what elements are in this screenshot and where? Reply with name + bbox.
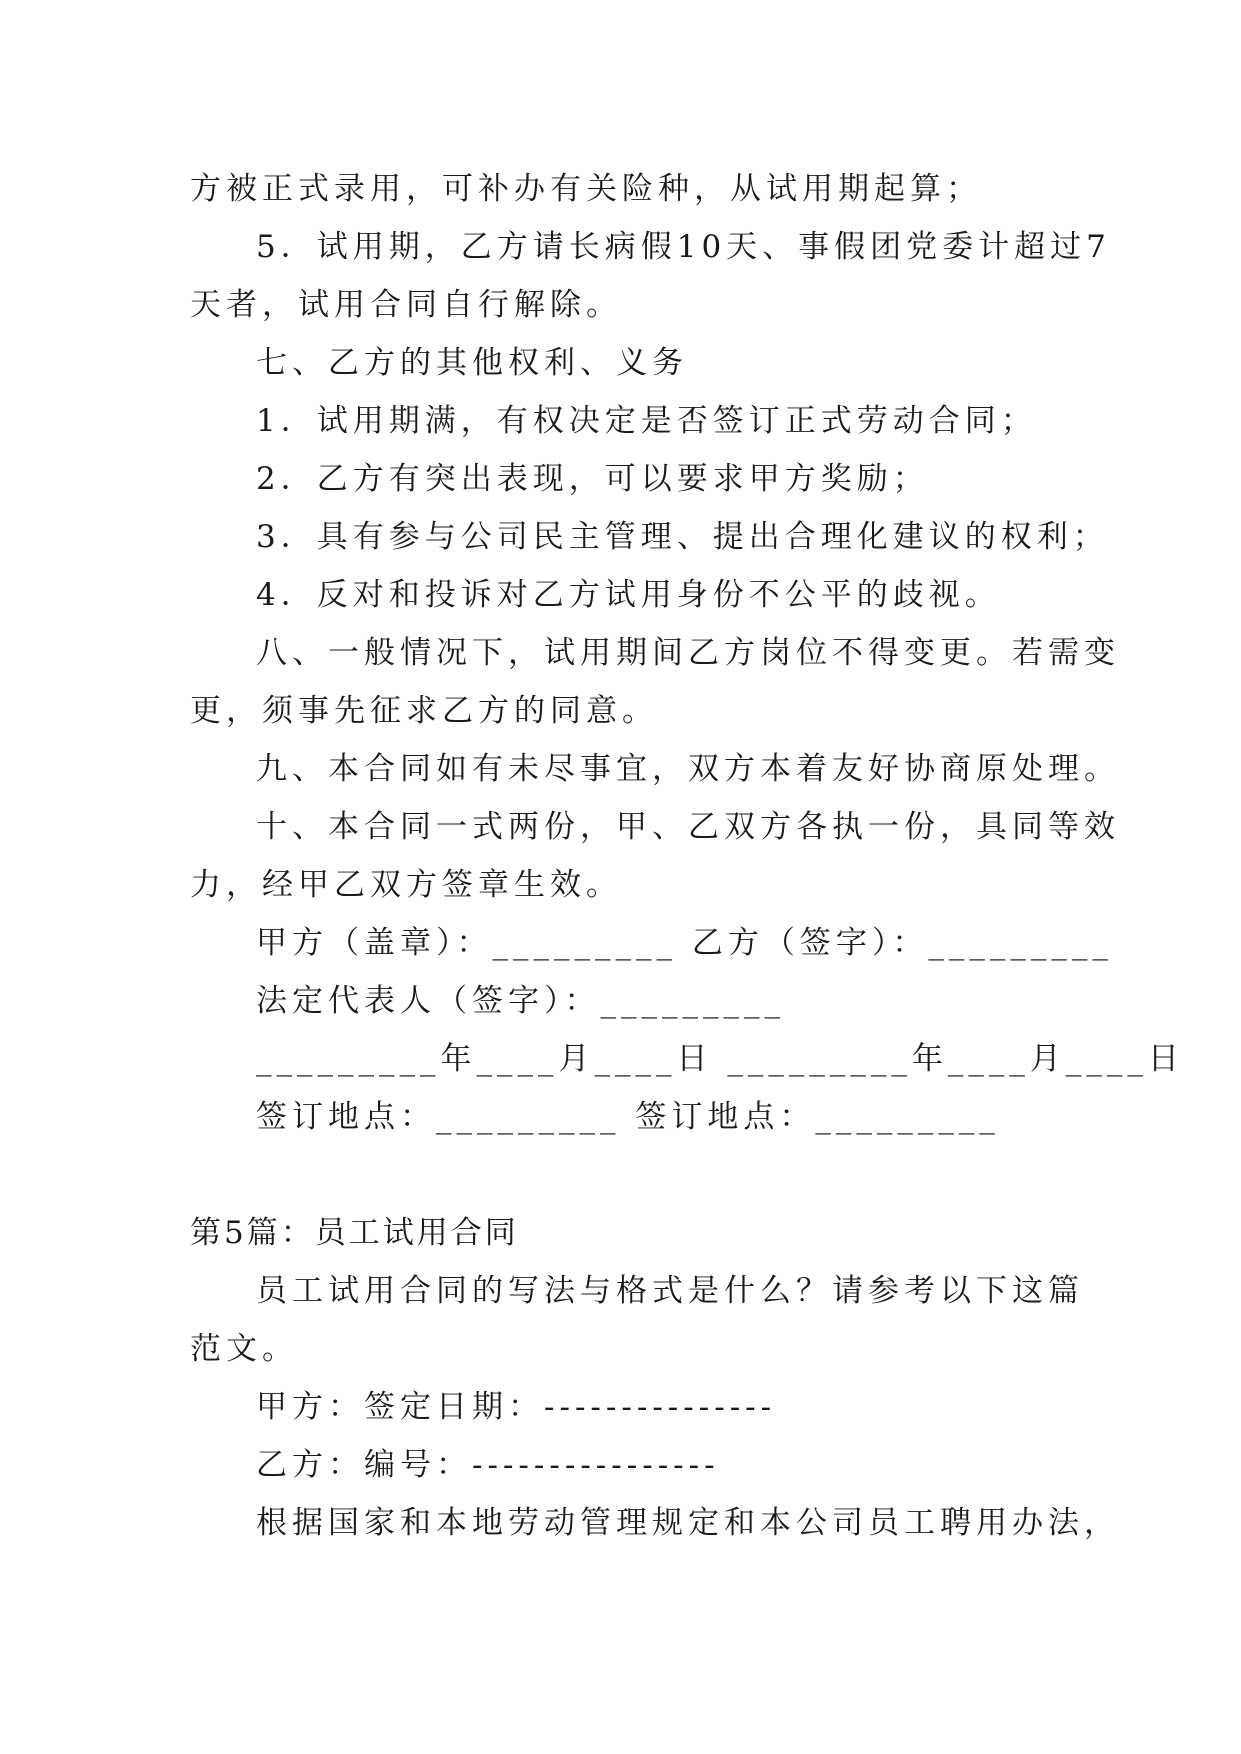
text-line: 天者，试用合同自行解除。 — [190, 287, 622, 323]
clause-heading: 七、乙方的其他权利、义务 — [256, 345, 688, 381]
section-title: 第5篇：员工试用合同 — [190, 1215, 519, 1251]
party-b-line: 乙方：编号：---------------- — [256, 1447, 720, 1483]
text-line: 力，经甲乙双方签章生效。 — [190, 867, 622, 903]
text-line: 更，须事先征求乙方的同意。 — [190, 693, 658, 729]
text-line: 九、本合同如有未尽事宜，双方本着友好协商原处理。 — [256, 751, 1120, 787]
signature-line: 甲方（盖章）：_________ 乙方（签字）：_________ — [256, 925, 1113, 961]
section-5 — [190, 1204, 1120, 1552]
text-line: 八、一般情况下，试用期间乙方岗位不得变更。若需变 — [256, 635, 1120, 671]
text-line: 1．试用期满，有权决定是否签订正式劳动合同； — [256, 403, 1037, 439]
text-line: 5．试用期，乙方请长病假10天、事假团党委计超过7 — [256, 229, 1111, 265]
document-page — [190, 160, 1184, 1552]
signature-line: 法定代表人（签字）：_________ — [256, 983, 785, 1019]
contract-body — [190, 160, 1184, 1146]
text-line: 4．反对和投诉对乙方试用身份不公平的歧视。 — [256, 577, 1001, 613]
text-line: 十、本合同一式两份，甲、乙双方各执一份，具同等效 — [256, 809, 1120, 845]
text-line: 3．具有参与公司民主管理、提出合理化建议的权利； — [256, 519, 1109, 555]
text-line: 员工试用合同的写法与格式是什么？请参考以下这篇 — [256, 1273, 1084, 1309]
date-line: _________年____月____日 _________年____月____日 — [256, 1041, 1184, 1077]
text-line: 2．乙方有突出表现，可以要求甲方奖励； — [256, 461, 929, 497]
location-line: 签订地点：_________ 签订地点：_________ — [256, 1099, 1000, 1135]
text-line: 根据国家和本地劳动管理规定和本公司员工聘用办法， — [256, 1505, 1120, 1541]
text-line: 方被正式录用，可补办有关险种，从试用期起算； — [190, 171, 982, 207]
text-line: 范文。 — [190, 1331, 298, 1367]
party-a-line: 甲方：签定日期：--------------- — [256, 1389, 777, 1425]
section-gap — [190, 1146, 1070, 1204]
